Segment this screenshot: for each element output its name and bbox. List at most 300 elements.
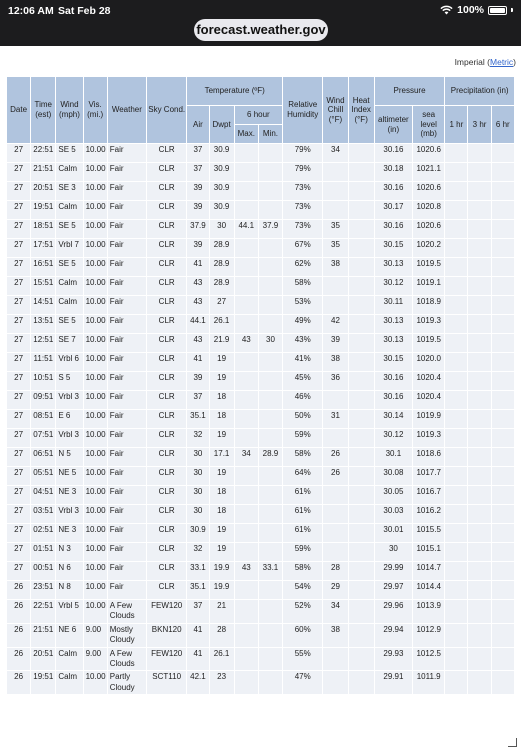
table-cell: 30.9	[210, 144, 234, 162]
table-cell: CLR	[147, 581, 186, 599]
table-cell: 33.1	[187, 562, 208, 580]
table-cell: 27	[7, 163, 30, 181]
table-cell: 1013.9	[413, 600, 444, 623]
table-cell	[445, 410, 467, 428]
table-cell: 37.9	[187, 220, 208, 238]
table-cell: 79%	[283, 163, 322, 181]
table-cell	[259, 182, 282, 200]
table-cell	[235, 163, 258, 181]
table-cell	[323, 201, 347, 219]
table-cell	[349, 543, 374, 561]
table-cell: 17.1	[210, 448, 234, 466]
table-cell	[323, 296, 347, 314]
table-cell	[468, 486, 490, 504]
col-weather: Weather	[108, 77, 146, 143]
col-sky: Sky Cond.	[147, 77, 186, 143]
table-cell	[492, 562, 514, 580]
table-cell	[492, 144, 514, 162]
table-cell: Fair	[108, 239, 146, 257]
table-cell: 34	[323, 600, 347, 623]
table-cell	[235, 486, 258, 504]
table-cell: 26.1	[210, 648, 234, 671]
table-cell: 30.9	[210, 163, 234, 181]
table-cell	[492, 600, 514, 623]
table-cell: Fair	[108, 505, 146, 523]
table-cell: 60%	[283, 624, 322, 647]
table-cell: 41	[187, 353, 208, 371]
table-cell: 30.9	[187, 524, 208, 542]
table-cell	[235, 372, 258, 390]
col-precip-6hr: 6 hr	[492, 106, 514, 143]
page-corner	[508, 738, 517, 747]
table-cell	[259, 467, 282, 485]
table-cell	[323, 543, 347, 561]
table-cell: 30.17	[375, 201, 412, 219]
table-row	[7, 543, 514, 561]
table-cell: NE 5	[56, 467, 82, 485]
table-cell: 27	[7, 448, 30, 466]
col-min: Min.	[259, 125, 282, 143]
table-cell: 10.00	[84, 410, 107, 428]
table-cell: 30	[187, 448, 208, 466]
table-cell: Fair	[108, 163, 146, 181]
table-cell: CLR	[147, 182, 186, 200]
table-cell	[492, 334, 514, 352]
table-cell: 1018.9	[413, 296, 444, 314]
table-cell: 47%	[283, 671, 322, 694]
table-cell: 30.12	[375, 429, 412, 447]
table-cell: 23	[210, 671, 234, 694]
table-cell: 10:51	[31, 372, 55, 390]
table-cell: Fair	[108, 334, 146, 352]
table-cell: 58%	[283, 562, 322, 580]
table-cell: CLR	[147, 277, 186, 295]
table-cell	[349, 391, 374, 409]
table-cell: 1020.6	[413, 144, 444, 162]
table-cell: 59%	[283, 429, 322, 447]
table-cell: 22:51	[31, 144, 55, 162]
table-cell	[259, 144, 282, 162]
table-cell	[445, 624, 467, 647]
table-cell	[349, 201, 374, 219]
table-cell	[492, 258, 514, 276]
table-cell: 30	[210, 220, 234, 238]
table-cell: 39	[187, 182, 208, 200]
table-cell	[492, 429, 514, 447]
table-cell	[259, 372, 282, 390]
table-cell: 20:51	[31, 648, 55, 671]
table-cell	[259, 201, 282, 219]
table-cell: 38	[323, 353, 347, 371]
table-cell: 10.00	[84, 334, 107, 352]
table-cell: 01:51	[31, 543, 55, 561]
address-bar[interactable]: forecast.weather.gov	[194, 19, 328, 41]
table-cell	[235, 296, 258, 314]
table-cell	[445, 239, 467, 257]
table-cell: 37	[187, 163, 208, 181]
table-cell: 35.1	[187, 581, 208, 599]
table-cell: Mostly Cloudy	[108, 624, 146, 647]
table-cell: N 3	[56, 543, 82, 561]
table-cell: 10.00	[84, 671, 107, 694]
table-cell: CLR	[147, 429, 186, 447]
observations-table	[6, 76, 515, 695]
table-cell	[468, 315, 490, 333]
table-cell	[492, 486, 514, 504]
table-cell: 35.1	[187, 410, 208, 428]
table-cell	[492, 648, 514, 671]
table-cell: 30.18	[375, 163, 412, 181]
table-cell: 30	[375, 543, 412, 561]
table-cell: FEW120	[147, 600, 186, 623]
table-cell: CLR	[147, 467, 186, 485]
table-cell	[492, 671, 514, 694]
table-cell	[468, 391, 490, 409]
table-cell: 27	[7, 486, 30, 504]
table-cell	[445, 486, 467, 504]
table-cell	[259, 648, 282, 671]
table-cell: Fair	[108, 543, 146, 561]
table-cell: 23:51	[31, 581, 55, 599]
table-cell: Fair	[108, 201, 146, 219]
table-cell: 64%	[283, 467, 322, 485]
table-cell: CLR	[147, 448, 186, 466]
table-cell: 1014.4	[413, 581, 444, 599]
table-cell: 10.00	[84, 562, 107, 580]
table-cell: A Few Clouds	[108, 648, 146, 671]
table-cell: Calm	[56, 277, 82, 295]
battery-icon	[488, 6, 507, 15]
table-row	[7, 600, 514, 623]
table-cell: 00:51	[31, 562, 55, 580]
table-cell: A Few Clouds	[108, 600, 146, 623]
observations-body	[7, 144, 514, 694]
table-cell: 1019.3	[413, 315, 444, 333]
table-cell	[235, 410, 258, 428]
table-cell: SE 7	[56, 334, 82, 352]
table-cell	[323, 505, 347, 523]
table-cell: 1020.0	[413, 353, 444, 371]
table-cell: SE 5	[56, 258, 82, 276]
table-cell	[445, 334, 467, 352]
table-cell	[235, 624, 258, 647]
table-cell: 21:51	[31, 624, 55, 647]
table-cell	[349, 315, 374, 333]
table-cell: 1020.4	[413, 372, 444, 390]
table-cell: Fair	[108, 372, 146, 390]
table-cell: Fair	[108, 467, 146, 485]
table-cell: 30.16	[375, 182, 412, 200]
table-cell	[259, 429, 282, 447]
table-cell: SCT110	[147, 671, 186, 694]
table-cell: 08:51	[31, 410, 55, 428]
table-cell	[445, 163, 467, 181]
table-cell	[492, 182, 514, 200]
table-cell: 38	[323, 624, 347, 647]
table-cell: Fair	[108, 524, 146, 542]
table-cell	[468, 239, 490, 257]
table-cell	[235, 353, 258, 371]
table-cell: 27	[7, 277, 30, 295]
table-cell	[349, 277, 374, 295]
table-cell: 58%	[283, 448, 322, 466]
table-cell: 30.15	[375, 239, 412, 257]
table-cell: 10.00	[84, 467, 107, 485]
table-cell	[235, 277, 258, 295]
table-cell: Fair	[108, 353, 146, 371]
table-cell	[445, 600, 467, 623]
table-cell: 19:51	[31, 201, 55, 219]
table-cell	[259, 410, 282, 428]
table-cell: 26	[7, 624, 30, 647]
table-cell: 27	[7, 239, 30, 257]
table-cell: 27	[7, 372, 30, 390]
table-cell: 42.1	[187, 671, 208, 694]
table-cell	[492, 448, 514, 466]
table-cell	[323, 671, 347, 694]
table-cell: 36	[323, 372, 347, 390]
table-cell	[468, 648, 490, 671]
table-cell: 10.00	[84, 258, 107, 276]
table-row	[7, 201, 514, 219]
table-cell: 10.00	[84, 201, 107, 219]
table-cell: 10.00	[84, 581, 107, 599]
table-cell	[445, 277, 467, 295]
table-cell: 21:51	[31, 163, 55, 181]
table-row	[7, 624, 514, 647]
col-date: Date	[7, 77, 30, 143]
table-cell	[468, 144, 490, 162]
table-cell	[492, 315, 514, 333]
table-cell	[259, 296, 282, 314]
table-cell: 09:51	[31, 391, 55, 409]
table-cell	[323, 163, 347, 181]
table-cell	[492, 543, 514, 561]
table-cell: CLR	[147, 562, 186, 580]
table-cell	[349, 182, 374, 200]
table-cell: Fair	[108, 562, 146, 580]
table-cell	[468, 353, 490, 371]
table-cell: 10.00	[84, 220, 107, 238]
table-cell: 30.16	[375, 144, 412, 162]
table-cell	[349, 671, 374, 694]
table-cell: 10.00	[84, 505, 107, 523]
table-cell: 19	[210, 429, 234, 447]
table-cell	[445, 296, 467, 314]
table-cell: 30	[187, 467, 208, 485]
table-cell: 34	[323, 144, 347, 162]
table-cell: 27	[7, 524, 30, 542]
table-cell: 27	[7, 296, 30, 314]
table-cell: 41	[187, 624, 208, 647]
table-cell: 30.13	[375, 334, 412, 352]
table-cell: Vrbl 3	[56, 429, 82, 447]
table-cell	[445, 562, 467, 580]
table-cell: 37	[187, 600, 208, 623]
table-cell: 1014.7	[413, 562, 444, 580]
table-cell: 1021.1	[413, 163, 444, 181]
table-cell: 1019.9	[413, 410, 444, 428]
table-cell: 10.00	[84, 163, 107, 181]
table-cell	[323, 486, 347, 504]
table-cell	[349, 410, 374, 428]
browser-chrome	[0, 0, 521, 46]
table-cell: 43%	[283, 334, 322, 352]
table-row	[7, 671, 514, 694]
table-cell: 30.16	[375, 220, 412, 238]
table-cell	[259, 543, 282, 561]
table-row	[7, 353, 514, 371]
table-cell: 19:51	[31, 671, 55, 694]
table-cell: 44.1	[235, 220, 258, 238]
table-cell: 29.94	[375, 624, 412, 647]
table-row	[7, 486, 514, 504]
table-cell	[259, 671, 282, 694]
table-row	[7, 220, 514, 238]
table-cell: Fair	[108, 315, 146, 333]
table-cell: 43	[235, 562, 258, 580]
table-cell	[349, 372, 374, 390]
table-row	[7, 372, 514, 390]
table-cell: 19	[210, 372, 234, 390]
table-cell: 10.00	[84, 182, 107, 200]
table-cell: CLR	[147, 334, 186, 352]
table-cell	[349, 353, 374, 371]
table-cell	[349, 486, 374, 504]
col-sixhour: 6 hour	[235, 106, 282, 124]
table-cell	[235, 543, 258, 561]
table-cell: Fair	[108, 391, 146, 409]
table-cell: CLR	[147, 144, 186, 162]
table-cell: 10.00	[84, 239, 107, 257]
table-cell: 10.00	[84, 353, 107, 371]
table-cell: 27	[7, 315, 30, 333]
table-cell: 22:51	[31, 600, 55, 623]
table-cell	[492, 410, 514, 428]
table-cell: NE 3	[56, 486, 82, 504]
table-cell: 67%	[283, 239, 322, 257]
table-cell: NE 3	[56, 524, 82, 542]
table-cell	[349, 296, 374, 314]
status-time: 12:06 AM	[8, 5, 54, 17]
table-cell	[259, 600, 282, 623]
table-cell	[468, 624, 490, 647]
table-cell: Calm	[56, 201, 82, 219]
table-cell	[445, 201, 467, 219]
table-row	[7, 505, 514, 523]
table-cell: CLR	[147, 410, 186, 428]
table-cell: 18	[210, 505, 234, 523]
table-cell: 44.1	[187, 315, 208, 333]
table-cell: 03:51	[31, 505, 55, 523]
table-cell: 30.08	[375, 467, 412, 485]
table-cell	[492, 163, 514, 181]
table-cell	[445, 671, 467, 694]
table-cell: 59%	[283, 543, 322, 561]
table-cell	[492, 277, 514, 295]
status-indicators	[440, 4, 513, 16]
table-cell: 39	[187, 201, 208, 219]
table-cell: 19.9	[210, 581, 234, 599]
table-cell: 15:51	[31, 277, 55, 295]
table-cell: 37	[187, 144, 208, 162]
table-cell: 17:51	[31, 239, 55, 257]
table-cell: 30.16	[375, 391, 412, 409]
table-cell	[492, 201, 514, 219]
table-cell: 62%	[283, 258, 322, 276]
table-cell	[445, 353, 467, 371]
table-cell: Vrbl 7	[56, 239, 82, 257]
table-cell: CLR	[147, 220, 186, 238]
table-cell: 37	[187, 391, 208, 409]
table-cell: 30	[187, 505, 208, 523]
table-cell: Calm	[56, 296, 82, 314]
table-cell: 19	[210, 543, 234, 561]
table-cell	[468, 429, 490, 447]
table-row	[7, 144, 514, 162]
table-cell: 27	[7, 182, 30, 200]
table-cell: 07:51	[31, 429, 55, 447]
table-cell	[323, 277, 347, 295]
table-cell: Calm	[56, 648, 82, 671]
table-cell: 1017.7	[413, 467, 444, 485]
table-cell: 46%	[283, 391, 322, 409]
table-cell: 1011.9	[413, 671, 444, 694]
table-cell: 13:51	[31, 315, 55, 333]
table-cell: 30.05	[375, 486, 412, 504]
table-cell: 30.9	[210, 182, 234, 200]
table-cell	[349, 448, 374, 466]
table-cell: 28.9	[210, 258, 234, 276]
table-cell: CLR	[147, 391, 186, 409]
table-cell: 73%	[283, 220, 322, 238]
table-cell: 27	[7, 505, 30, 523]
table-cell: 1020.8	[413, 201, 444, 219]
table-cell: 26	[7, 581, 30, 599]
table-cell	[468, 372, 490, 390]
table-cell: Fair	[108, 296, 146, 314]
table-cell: 1012.5	[413, 648, 444, 671]
table-cell: 27	[7, 467, 30, 485]
table-cell: 30	[187, 486, 208, 504]
table-cell: 29	[323, 581, 347, 599]
table-cell: Fair	[108, 258, 146, 276]
table-cell: 27	[7, 144, 30, 162]
table-row	[7, 562, 514, 580]
table-cell: 28	[210, 624, 234, 647]
table-cell: 1016.7	[413, 486, 444, 504]
table-cell: 10.00	[84, 372, 107, 390]
table-cell	[492, 581, 514, 599]
table-cell: 53%	[283, 296, 322, 314]
table-cell: 1012.9	[413, 624, 444, 647]
table-cell: 32	[187, 543, 208, 561]
table-cell: Fair	[108, 277, 146, 295]
table-cell: 10.00	[84, 600, 107, 623]
table-cell	[349, 524, 374, 542]
table-cell	[235, 467, 258, 485]
table-cell: 30.13	[375, 258, 412, 276]
table-cell	[259, 315, 282, 333]
table-cell: 10.00	[84, 277, 107, 295]
table-cell	[323, 524, 347, 542]
table-cell	[492, 391, 514, 409]
col-precip: Precipitation (in)	[445, 77, 514, 105]
table-cell	[349, 648, 374, 671]
units-metric-link[interactable]: Metric	[490, 57, 514, 67]
table-cell	[349, 258, 374, 276]
table-row	[7, 277, 514, 295]
